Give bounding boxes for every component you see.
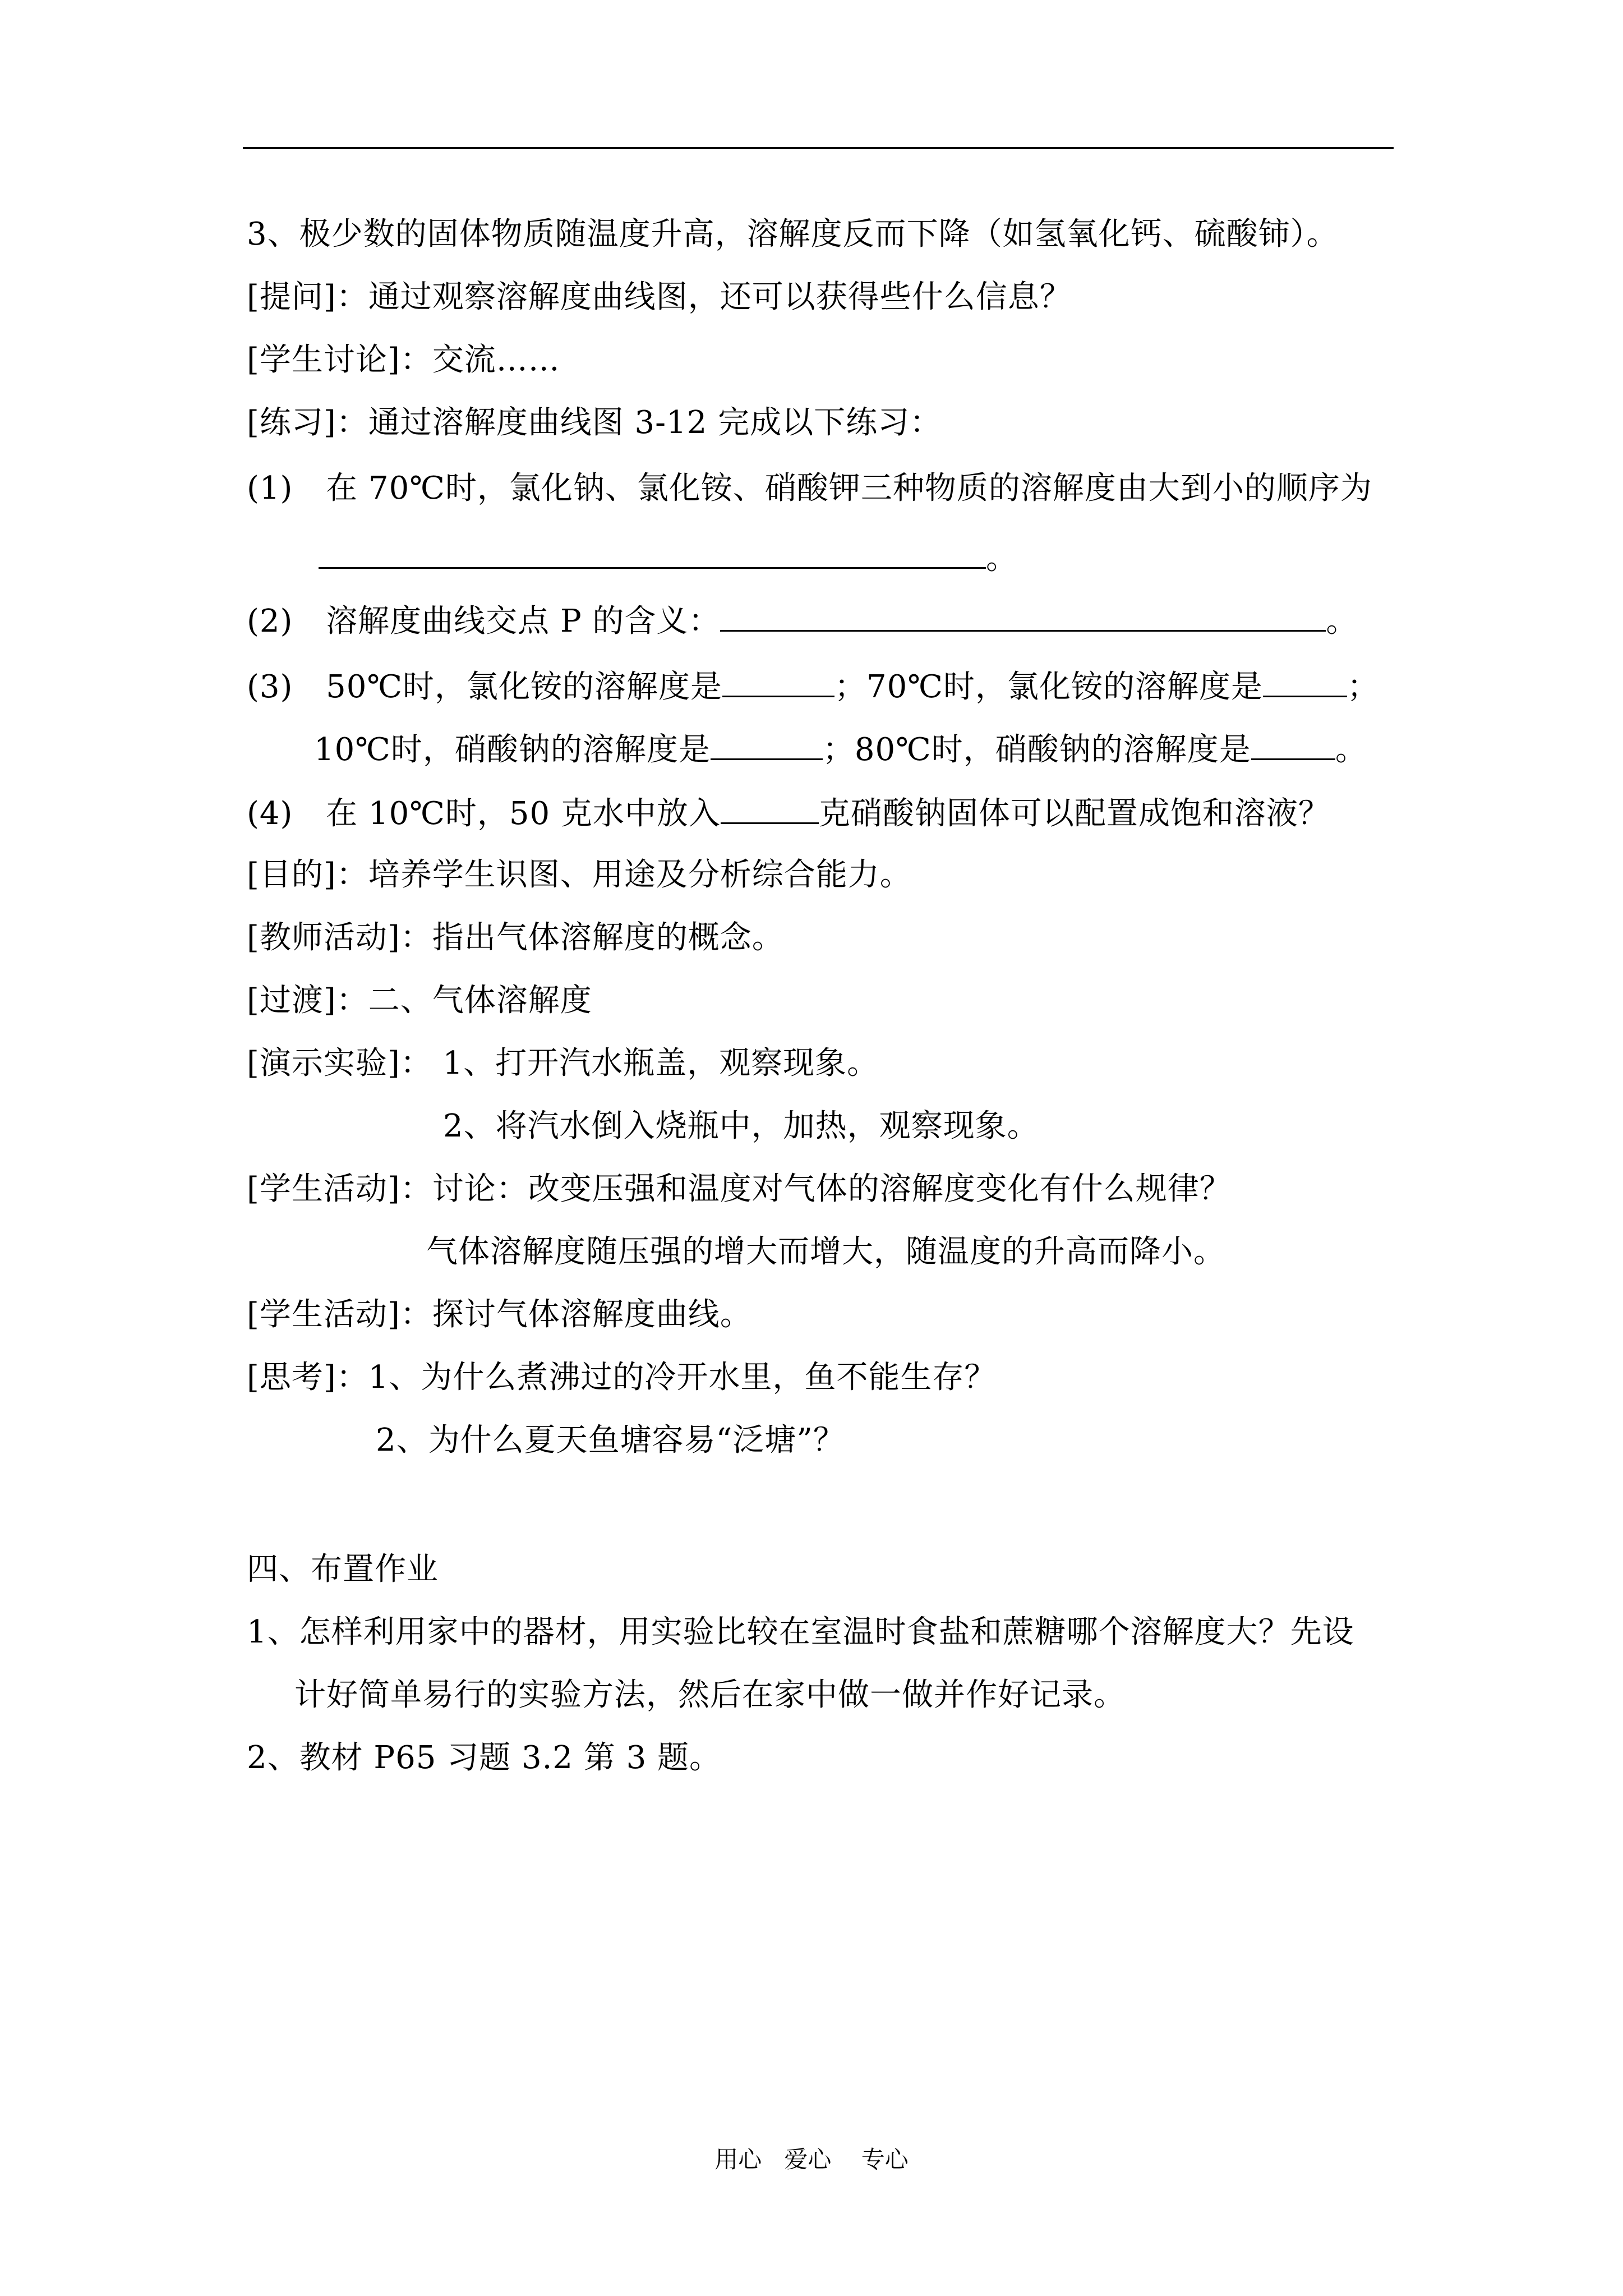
- question-number: (4): [247, 795, 293, 832]
- question-number: (2): [247, 603, 293, 639]
- text-line: 计好简单易行的实验方法，然后在家中做一做并作好记录。: [294, 1677, 1126, 1713]
- question-2: (2) 溶解度曲线交点 P 的含义： 。: [247, 599, 1358, 643]
- text-line: 2、为什么夏天鱼塘容易“泛塘”？: [376, 1422, 845, 1458]
- text-line: 1、怎样利用家中的器材，用实验比较在室温时食盐和蔗糖哪个溶解度大？先设: [247, 1614, 1354, 1650]
- text-line: [练习]：通过溶解度曲线图 3-12 完成以下练习：: [247, 404, 942, 441]
- question-text: 溶解度曲线交点 P 的含义：: [326, 603, 721, 639]
- answer-blank[interactable]: [720, 599, 1326, 632]
- question-text: 在 70℃时，氯化钠、氯化铵、硝酸钾三种物质的溶解度由大到小的顺序为: [326, 470, 1372, 507]
- text-line: 2、将汽水倒入烧瓶中，加热，观察现象。: [443, 1108, 1039, 1144]
- text-line: 气体溶解度随压强的增大而增大，随温度的升高而降小。: [426, 1234, 1225, 1270]
- question-text: 10℃时，硝酸钠的溶解度是: [314, 731, 711, 768]
- answer-blank[interactable]: [319, 536, 986, 569]
- text-line: [演示实验]： 1、打开汽水瓶盖，观察现象。: [247, 1045, 879, 1082]
- section-heading: 四、布置作业: [247, 1551, 439, 1588]
- question-4: (4) 在 10℃时，50 克水中放入 克硝酸钠固体可以配置成饱和溶液？: [247, 791, 1330, 835]
- text-line: [教师活动]：指出气体溶解度的概念。: [247, 919, 784, 956]
- answer-blank[interactable]: [711, 727, 823, 760]
- question-1: [247, 467, 1372, 510]
- text-line: [目的]：培养学生识图、用途及分析综合能力。: [247, 857, 912, 893]
- text-line: [学生讨论]：交流……: [247, 342, 560, 378]
- answer-line-1: 。: [319, 536, 1018, 580]
- question-number: (1): [247, 470, 293, 507]
- text-line: 3、极少数的固体物质随温度升高，溶解度反而下降（如氢氧化钙、硫酸铈）。: [247, 216, 1339, 252]
- text-line: [提问]：通过观察溶解度曲线图，还可以获得些什么信息？: [247, 279, 1072, 315]
- question-3: (3) 50℃时，氯化铵的溶解度是 ；70℃时，氯化铵的溶解度是 ；: [247, 664, 1379, 708]
- text-line: [学生活动]：探讨气体溶解度曲线。: [247, 1296, 752, 1333]
- header-rule: [243, 147, 1394, 149]
- page-footer: 用心 爱心 专心: [714, 2146, 909, 2173]
- question-text: 50℃时，氯化铵的溶解度是: [326, 669, 723, 705]
- answer-blank[interactable]: [1263, 664, 1347, 697]
- answer-blank[interactable]: [721, 791, 819, 824]
- text-line: [学生活动]：讨论：改变压强和温度对气体的溶解度变化有什么规律？: [247, 1171, 1232, 1207]
- answer-blank[interactable]: [722, 664, 834, 697]
- question-3-cont: 10℃时，硝酸钠的溶解度是 ；80℃时，硝酸钠的溶解度是 。: [314, 727, 1367, 771]
- question-text: 在 10℃时，50 克水中放入: [326, 795, 721, 832]
- answer-blank[interactable]: [1251, 727, 1335, 760]
- text-line: [过渡]：二、气体溶解度: [247, 982, 592, 1019]
- text-line: [思考]：1、为什么煮沸过的冷开水里，鱼不能生存？: [247, 1359, 997, 1396]
- question-number: (3): [247, 669, 293, 705]
- text-line: 2、教材 P65 习题 3.2 第 3 题。: [247, 1740, 722, 1776]
